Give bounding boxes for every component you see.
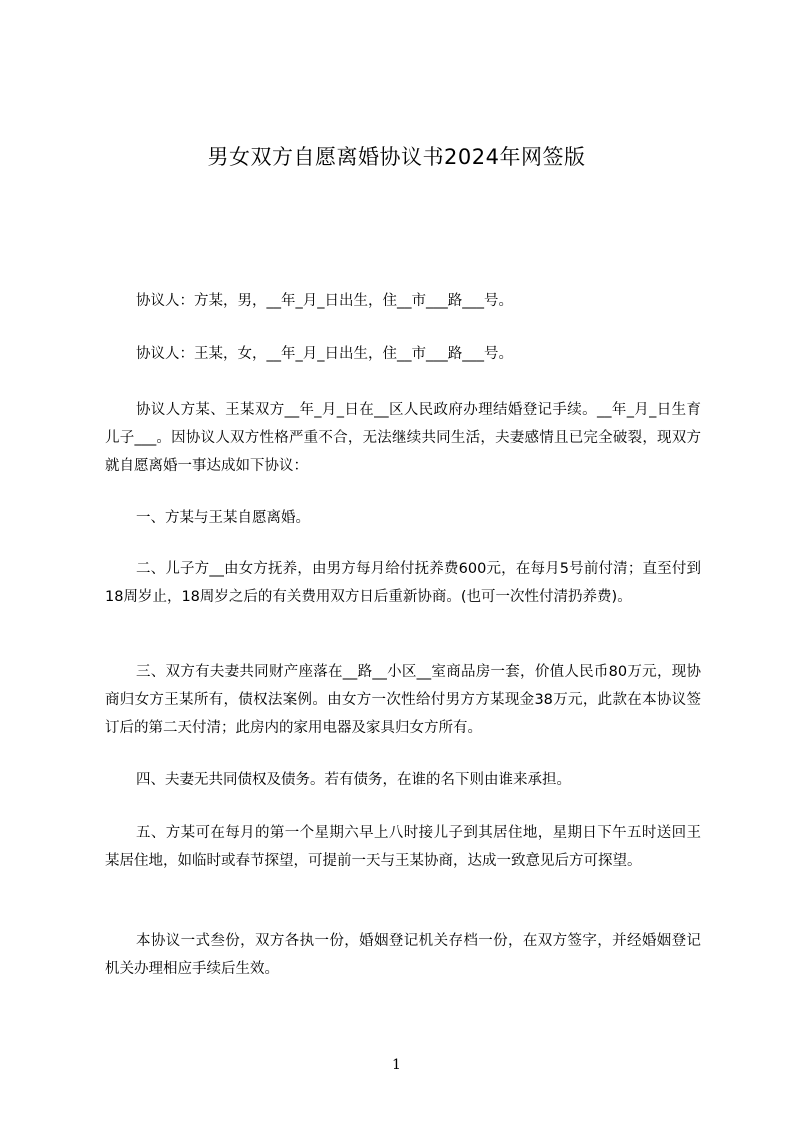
page-number: 1: [392, 1057, 401, 1073]
clause-one-paragraph: 一、方某与王某自愿离婚。: [136, 510, 310, 526]
preamble-paragraph: 协议人方某、王某双方__年_月_日在__区人民政府办理结婚登记手续。__年_月_日生育儿子___。因协议人双方性格严重不合，无法继续共同生活，夫妻感情且已完全破裂，现双方就自愿离婚一事达成如下协议：: [105, 402, 701, 474]
party-one-paragraph: 协议人：方某，男，__年_月_日出生，住__市___路___号。: [136, 293, 513, 309]
clause-three-paragraph: 三、双方有夫妻共同财产座落在__路__小区__室商品房一套，价值人民币80万元，现协商归女方王某所有，债权法案例。由女方一次性给付男方方某现金38万元，此款在本协议签订后的第二天付清；此房内的家用电器及家具归女方所有。: [105, 664, 701, 736]
document-title: 男女双方自愿离婚协议书2024年网签版: [207, 145, 586, 169]
clause-five-paragraph: 五、方某可在每月的第一个星期六早上八时接儿子到其居住地，星期日下午五时送回王某居住地，如临时或春节探望，可提前一天与王某协商，达成一致意见后方可探望。: [105, 825, 701, 869]
clause-four-paragraph: 四、夫妻无共同债权及债务。若有债务，在谁的名下则由谁来承担。: [136, 772, 571, 788]
closing-paragraph: 本协议一式叁份，双方各执一份，婚姻登记机关存档一份，在双方签字，并经婚姻登记机关办理相应手续后生效。: [105, 933, 701, 977]
party-two-paragraph: 协议人：王某，女，__年_月_日出生，住__市___路___号。: [136, 346, 513, 362]
clause-two-paragraph: 二、儿子方__由女方抚养，由男方每月给付抚养费600元，在每月5号前付清；直至付到18周岁止，18周岁之后的有关费用双方日后重新协商。(也可一次性付清扔养费)。: [105, 561, 701, 605]
